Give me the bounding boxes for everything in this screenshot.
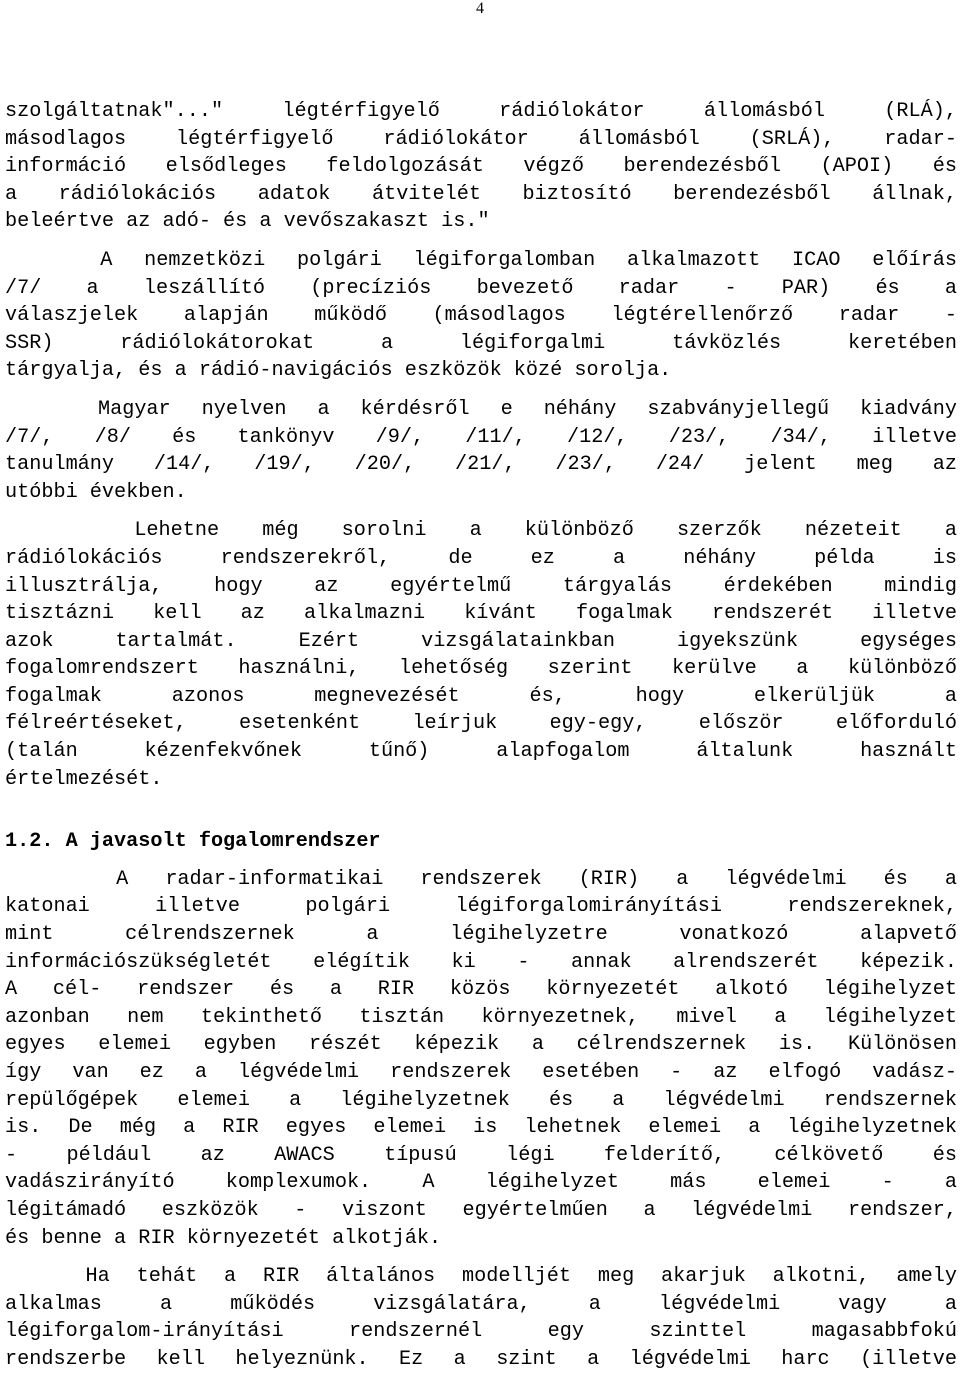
text-line: beleértve az adó- és a vevőszakaszt is.": [5, 210, 490, 234]
text-line: tárgyalja, és a rádió-navigációs eszközök közé sorolja.: [5, 359, 672, 383]
heading-gap: [5, 856, 957, 866]
text-line: /7/, /8/ és tankönyv /9/, /11/, /12/, /23/, /34/, illetve: [5, 425, 957, 449]
text-line: így van ez a légvédelmi rendszerek esetében - az elfogó vadász-: [5, 1061, 957, 1084]
text-line: fogalomrendszert használni, lehetőség szerint kerülve a különböző: [5, 657, 957, 681]
text-line: - például az AWACS típusú légi felderítő, célkövető és: [5, 1143, 957, 1167]
paragraph-6: [5, 1263, 957, 1373]
text-line: légitámadó eszközök - viszont egyértelműen a légvédelmi rendszer,: [5, 1198, 957, 1222]
text-line: alkalmas a működés vizsgálatára, a légvédelmi vagy a: [5, 1292, 957, 1316]
text-line: vadászirányító komplexumok. A légihelyzet más elemei - a: [5, 1171, 957, 1195]
paragraph-1: [5, 98, 957, 236]
text-line: azonban nem tekinthető tisztán környezetnek, mivel a légihelyzet: [5, 1005, 957, 1029]
text-line: Ha tehát a RIR általános modelljét meg akarjuk alkotni, amely: [5, 1265, 957, 1289]
text-line: válaszjelek alapján működő (másodlagos légtérellenőrző radar -: [5, 304, 957, 328]
text-line: szolgáltatnak"..." légtérfigyelő rádiólokátor állomásból (RLÁ),: [5, 100, 957, 123]
text-line: katonai illetve polgári légiforgalomirányítási rendszereknek,: [5, 895, 957, 919]
text-line: A cél- rendszer és a RIR közös környezetét alkotó légihelyzet: [5, 978, 957, 1002]
text-line: Magyar nyelven a kérdésről e néhány szabványjellegű kiadvány: [5, 397, 957, 421]
text-line: fogalmak azonos megnevezését és, hogy elkerüljük a: [5, 684, 957, 708]
paragraph-gap: [5, 1252, 957, 1263]
paragraph-5: [5, 866, 957, 1252]
text-line: másodlagos légtérfigyelő rádiólokátor állomásból (SRLÁ), radar-: [5, 127, 957, 151]
paragraph-2: [5, 247, 957, 385]
text-line: a rádiólokációs adatok átvitelét biztosító berendezésből állnak,: [5, 182, 957, 206]
paragraph-gap: [5, 236, 957, 247]
text-line: rendszerbe kell helyeznünk. Ez a szint a légvédelmi harc (illetve: [5, 1347, 957, 1371]
text-line: Lehetne még sorolni a különböző szerzők nézeteit a: [5, 519, 957, 543]
text-line: utóbbi években.: [5, 480, 187, 504]
text-line: A nemzetközi polgári légiforgalomban alkalmazott ICAO előírás: [5, 248, 957, 272]
text-line: félreértéseket, esetenként leírjuk egy-egy, először előforduló: [5, 712, 957, 736]
text-line: tisztázni kell az alkalmazni kívánt fogalmak rendszerét illetve: [5, 602, 957, 626]
text-line: is. De még a RIR egyes elemei is lehetnek elemei a légihelyzetnek: [5, 1116, 957, 1140]
paragraph-3: [5, 396, 957, 506]
text-line: SSR) rádiólokátorokat a légiforgalmi távközlés keretében: [5, 331, 957, 355]
text-line: légiforgalom-irányítási rendszernél egy szinttel magasabbfokú: [5, 1320, 957, 1344]
text-line: értelmezését.: [5, 767, 163, 791]
text-line: repülőgépek elemei a légihelyzetnek és a légvédelmi rendszernek: [5, 1088, 957, 1112]
paragraph-gap: [5, 506, 957, 517]
page-number: 4: [476, 0, 484, 17]
text-line: és benne a RIR környezetét alkotják.: [5, 1226, 442, 1250]
text-line: azok tartalmát. Ezért vizsgálatainkban igyekszünk egységes: [5, 629, 957, 653]
paragraph-4: [5, 517, 957, 793]
section-gap: [5, 793, 957, 828]
paragraph-gap: [5, 385, 957, 396]
text-line: tanulmány /14/, /19/, /20/, /21/, /23/, /24/ jelent meg az: [5, 453, 957, 477]
text-line: információszükségletét elégítik ki - annak alrendszerét képezik.: [5, 950, 957, 974]
text-line: A radar-informatikai rendszerek (RIR) a légvédelmi és a: [5, 867, 957, 891]
text-line: (talán kézenfekvőnek tűnő) alapfogalom általunk használt: [5, 740, 957, 764]
text-line: illusztrálja, hogy az egyértelmű tárgyalás érdekében mindig: [5, 574, 957, 598]
text-line: rádiólokációs rendszerekről, de ez a néhány példa is: [5, 546, 957, 570]
document-body: [5, 98, 957, 1374]
text-line: /7/ a leszállító (precíziós bevezető radar - PAR) és a: [5, 276, 957, 300]
text-line: információ elsődleges feldolgozását végző berendezésből (APOI) és: [5, 155, 957, 179]
text-line: egyes elemei egyben részét képezik a célrendszernek is. Különösen: [5, 1033, 957, 1057]
section-heading: 1.2. A javasolt fogalomrendszer: [5, 830, 381, 854]
text-line: mint célrendszernek a légihelyzetre vonatkozó alapvető: [5, 923, 957, 947]
